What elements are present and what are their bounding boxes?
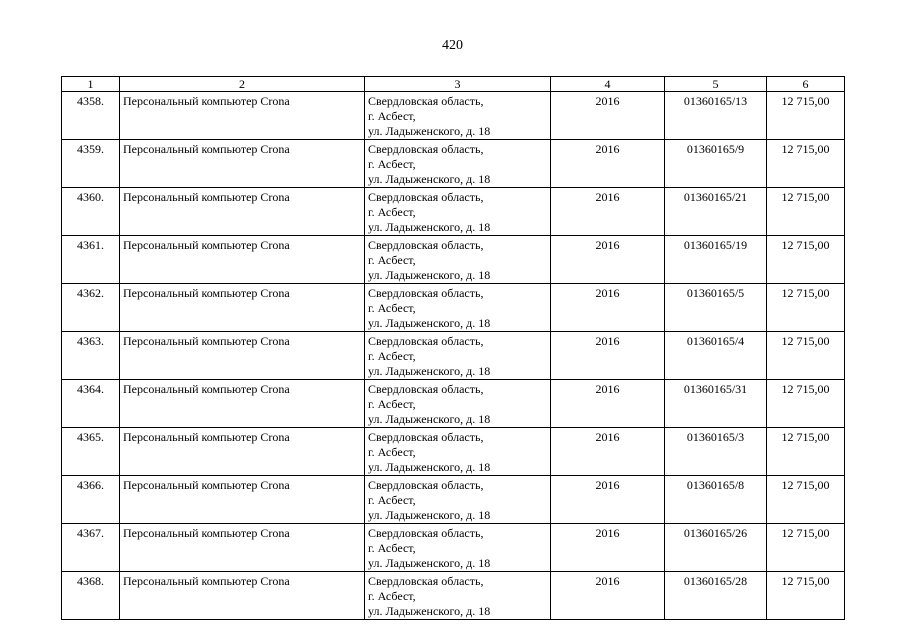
row-number-cell: 4365. [62,428,120,476]
address-line: ул. Ладыженского, д. 18 [368,604,491,618]
year-cell: 2016 [551,476,665,524]
address-line: Свердловская область, [368,238,484,252]
inventory-number-cell: 01360165/3 [665,428,767,476]
cost-cell: 12 715,00 [767,428,845,476]
table-row [62,140,845,188]
inventory-number-cell: 01360165/26 [665,524,767,572]
row-number-cell: 4363. [62,332,120,380]
address-cell [365,284,551,332]
cost-cell: 12 715,00 [767,572,845,620]
address-cell [365,92,551,140]
column-number-header-row [62,77,845,92]
column-header: 4 [551,77,665,92]
row-number-cell: 4366. [62,476,120,524]
address-line: ул. Ладыженского, д. 18 [368,316,491,330]
address-line: г. Асбест, [368,109,416,123]
cost-cell: 12 715,00 [767,236,845,284]
address-cell [365,476,551,524]
column-header: 5 [665,77,767,92]
item-name-cell: Персональный компьютер Crona [120,524,365,572]
inventory-number-cell: 01360165/8 [665,476,767,524]
item-name-cell: Персональный компьютер Crona [120,428,365,476]
table-body [62,92,845,620]
column-header: 3 [365,77,551,92]
column-header: 2 [120,77,365,92]
cost-cell: 12 715,00 [767,380,845,428]
address-cell [365,524,551,572]
row-number-cell: 4359. [62,140,120,188]
cost-cell: 12 715,00 [767,524,845,572]
row-number-cell: 4361. [62,236,120,284]
address-line: ул. Ладыженского, д. 18 [368,508,491,522]
address-line: ул. Ладыженского, д. 18 [368,364,491,378]
address-line: г. Асбест, [368,589,416,603]
item-name-cell: Персональный компьютер Crona [120,140,365,188]
item-name-cell: Персональный компьютер Crona [120,332,365,380]
year-cell: 2016 [551,92,665,140]
inventory-number-cell: 01360165/5 [665,284,767,332]
address-line: г. Асбест, [368,157,416,171]
address-line: г. Асбест, [368,397,416,411]
cost-cell: 12 715,00 [767,332,845,380]
table-row [62,476,845,524]
row-number-cell: 4367. [62,524,120,572]
table-row [62,332,845,380]
address-line: Свердловская область, [368,334,484,348]
address-line: Свердловская область, [368,526,484,540]
cost-cell: 12 715,00 [767,140,845,188]
row-number-cell: 4360. [62,188,120,236]
table-row [62,284,845,332]
address-line: Свердловская область, [368,574,484,588]
address-line: Свердловская область, [368,94,484,108]
row-number-cell: 4358. [62,92,120,140]
address-line: ул. Ладыженского, д. 18 [368,460,491,474]
table-row [62,524,845,572]
item-name-cell: Персональный компьютер Crona [120,236,365,284]
year-cell: 2016 [551,524,665,572]
address-line: ул. Ладыженского, д. 18 [368,412,491,426]
year-cell: 2016 [551,380,665,428]
inventory-number-cell: 01360165/9 [665,140,767,188]
address-line: г. Асбест, [368,205,416,219]
item-name-cell: Персональный компьютер Crona [120,92,365,140]
row-number-cell: 4364. [62,380,120,428]
item-name-cell: Персональный компьютер Crona [120,380,365,428]
address-cell [365,428,551,476]
item-name-cell: Персональный компьютер Crona [120,476,365,524]
inventory-number-cell: 01360165/31 [665,380,767,428]
address-line: Свердловская область, [368,430,484,444]
cost-cell: 12 715,00 [767,188,845,236]
cost-cell: 12 715,00 [767,476,845,524]
address-line: г. Асбест, [368,301,416,315]
inventory-number-cell: 01360165/13 [665,92,767,140]
address-line: г. Асбест, [368,349,416,363]
table-row [62,92,845,140]
address-cell [365,140,551,188]
address-line: ул. Ладыженского, д. 18 [368,220,491,234]
year-cell: 2016 [551,140,665,188]
row-number-cell: 4368. [62,572,120,620]
inventory-number-cell: 01360165/19 [665,236,767,284]
address-line: Свердловская область, [368,286,484,300]
year-cell: 2016 [551,572,665,620]
address-cell [365,572,551,620]
page-number: 420 [442,38,463,53]
year-cell: 2016 [551,284,665,332]
address-cell [365,380,551,428]
table-row [62,428,845,476]
address-line: Свердловская область, [368,190,484,204]
table-row [62,236,845,284]
address-line: г. Асбест, [368,541,416,555]
address-line: г. Асбест, [368,493,416,507]
row-number-cell: 4362. [62,284,120,332]
column-header: 1 [62,77,120,92]
table-row [62,572,845,620]
year-cell: 2016 [551,428,665,476]
address-line: Свердловская область, [368,142,484,156]
address-line: ул. Ладыженского, д. 18 [368,172,491,186]
address-line: ул. Ладыженского, д. 18 [368,556,491,570]
address-line: ул. Ладыженского, д. 18 [368,268,491,282]
address-line: Свердловская область, [368,478,484,492]
inventory-number-cell: 01360165/28 [665,572,767,620]
column-header: 6 [767,77,845,92]
address-line: г. Асбест, [368,253,416,267]
address-cell [365,188,551,236]
year-cell: 2016 [551,236,665,284]
property-table [61,76,845,620]
cost-cell: 12 715,00 [767,284,845,332]
address-line: ул. Ладыженского, д. 18 [368,124,491,138]
address-cell [365,332,551,380]
cost-cell: 12 715,00 [767,92,845,140]
table-row [62,380,845,428]
inventory-number-cell: 01360165/4 [665,332,767,380]
address-line: Свердловская область, [368,382,484,396]
item-name-cell: Персональный компьютер Crona [120,572,365,620]
year-cell: 2016 [551,332,665,380]
year-cell: 2016 [551,188,665,236]
item-name-cell: Персональный компьютер Crona [120,188,365,236]
inventory-number-cell: 01360165/21 [665,188,767,236]
address-line: г. Асбест, [368,445,416,459]
item-name-cell: Персональный компьютер Crona [120,284,365,332]
address-cell [365,236,551,284]
table-row [62,188,845,236]
